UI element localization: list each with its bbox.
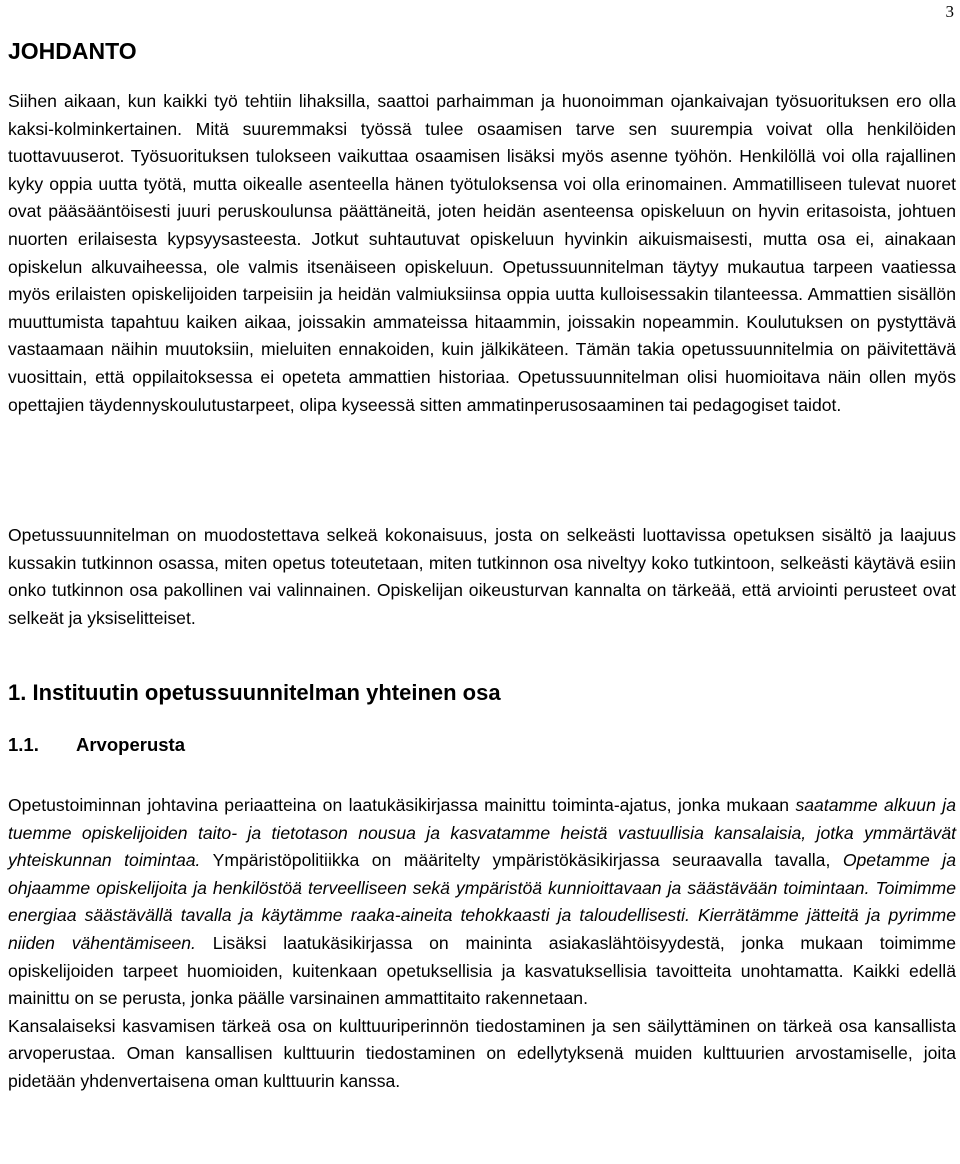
- intro-paragraph-1-block: [8, 88, 956, 419]
- intro-paragraph-2-block: [8, 522, 956, 632]
- arvoperusta-text-2: Ympäristöpolitiikka on määritelty ympäristökäsikirjassa seuraavalla tavalla,: [200, 850, 843, 871]
- arvoperusta-text-1: Opetustoiminnan johtavina periaatteina on laatukäsikirjassa mainittu toiminta-ajatus, jonka mukaan: [8, 795, 796, 815]
- arvoperusta-paragraph-1: [8, 792, 956, 1013]
- toiminta-ajatus-quote: saatamme alkuun ja tuemme opiskelijoiden taito- ja tietotason nousua ja kasvatamme heistä vastuullisia kansalaisia, jotka ymmärtävät yhteiskunnan toimintaa.: [8, 795, 957, 871]
- intro-paragraph-2: Opetussuunnitelman on muodostettava selkeä kokonaisuus, josta on selkeästi luottavissa opetuksen sisältö ja laajuus kussakin tutkinnon osassa, miten opetus toteutetaan, miten tutkinnon osa niveltyy koko tutkintoon, selkeästi käytävä esiin onko tutkinnon osa pakollinen vai valinnainen. Opiskelijan oikeusturvan kannalta on tärkeää, että arviointi perusteet ovat selkeät ja yksiselitteiset.: [8, 525, 956, 628]
- ymparistopolitiikka-quote: Opetamme ja ohjaamme opiskelijoita ja henkilöstöä terveelliseen sekä ympäristöä kunnioittavaan ja säästävään toimintaan. Toimimme energiaa säästävällä tavalla ja käytämme raaka-aineita tehokkaasti ja taloudellisesti. Kierrätämme jätteitä ja pyrimme niiden vähentämiseen.: [8, 850, 956, 953]
- arvoperusta-text-3: Lisäksi laatukäsikirjassa on maininta asiakaslähtöisyydestä, jonka mukaan toimimme opiskelijoiden tarpeet huomioiden, kuitenkaan opetuksellisia ja kasvatuksellisia tavoitteita unohtamatta. Kaikki edellä mainittu on se perusta, jonka päälle varsinainen ammattitaito rakennetaan.: [8, 932, 956, 1009]
- intro-heading: JOHDANTO: [8, 38, 137, 64]
- section-heading: 1. Instituutin opetussuunnitelman yhteinen osa: [8, 680, 501, 705]
- intro-paragraph-1: Siihen aikaan, kun kaikki työ tehtiin lihaksilla, saattoi parhaimman ja huonoimman ojankaivajan työsuorituksen ero olla kaksi-kolminkertainen. Mitä suuremmaksi työssä tulee osaamisen tarve sen suurempia voivat olla henkilöiden tuottavuuserot. Työsuorituksen tulokseen vaikuttaa osaamisen lisäksi myös asenne työhön. Henkilöllä voi olla rajallinen kyky oppia uutta työtä, mutta oikealle asenteella hänen työtuloksensa voi olla erinomainen. Ammatilliseen tulevat nuoret ovat pääsääntöisesti juuri peruskoulunsa päättäneitä, joten heidän asenteensa opiskeluun on hyvin eritasoista, johtuen nuorten erilaisesta kypsyysasteesta. Jotkut suhtautuvat opiskeluun hyvinkin aikuismaisesti, mutta osa ei, ainakaan opiskelun alkuvaiheessa, ole valmis itsenäiseen opiskeluun. Opetussuunnitelman täytyy mukautua tarpeen vaatiessa myös erilaisten opiskelijoiden tarpeisiin ja heidän valmiuksiinsa oppia uutta kulloisessakin tilanteessa. Ammattien sisällön muuttumista tapahtuu kaiken aikaa, joissakin ammateissa hitaammin, joissakin nopeammin. Koulutuksen on pystyttävä vastaamaan näihin muutoksiin, mieluiten ennakoiden, kuin jälkikäteen. Tämän takia opetussuunnitelmia on päivitettävä vuosittain, että oppilaitoksessa ei opeteta ammattien historiaa. Opetussuunnitelman olisi huomioitava näin ollen myös opettajien täydennyskoulutustarpeet, olipa kyseessä sitten ammatinperusosaaminen tai pedagogiset taidot.: [8, 91, 956, 415]
- subsection-title: Arvoperusta: [76, 734, 185, 755]
- subsection-heading: [8, 734, 185, 756]
- subsection-number: 1.1.: [8, 734, 39, 755]
- arvoperusta-paragraph-2: Kansalaiseksi kasvamisen tärkeä osa on kulttuuriperinnön tiedostaminen ja sen säilyttäminen on tärkeä osa kansallista arvoperustaa. Oman kansallisen kulttuurin tiedostaminen on edellytyksenä muiden kulttuurien arvostamiselle, joita pidetään yhdenvertaisena oman kulttuurin kanssa.: [8, 1015, 956, 1091]
- arvoperusta-block: [8, 792, 956, 1096]
- page-number: 3: [945, 2, 954, 21]
